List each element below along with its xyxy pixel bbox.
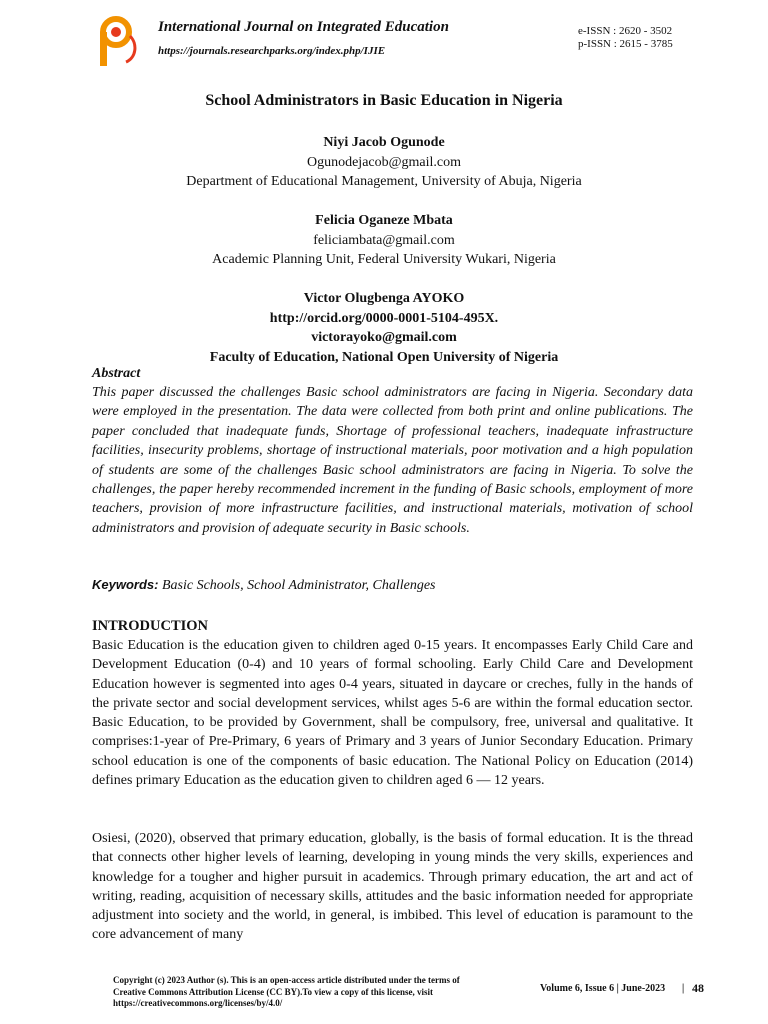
pissn: p-ISSN : 2615 - 3785 — [578, 38, 673, 50]
paper-title: School Administrators in Basic Education in Nigeria — [205, 92, 563, 109]
keywords — [92, 577, 435, 594]
author-email[interactable]: Ogunodejacob@gmail.com — [306, 154, 462, 170]
author-email[interactable]: feliciambata@gmail.com — [313, 232, 455, 248]
page-number: 48 — [692, 981, 704, 995]
issn-block — [578, 25, 673, 51]
footer-separator: | — [682, 983, 685, 994]
author-affiliation: Faculty of Education, National Open University of Nigeria — [209, 349, 559, 365]
author-2 — [0, 211, 768, 270]
section-heading-introduction: INTRODUCTION — [92, 618, 209, 634]
author-email[interactable]: victorayoko@gmail.com — [311, 330, 457, 345]
footer-issue: Volume 6, Issue 6 | June-2023 — [540, 983, 666, 994]
author-name: Niyi Jacob Ogunode — [323, 135, 445, 150]
author-affiliation: Department of Educational Management, University of Abuja, Nigeria — [186, 174, 582, 189]
eissn: e-ISSN : 2620 - 3502 — [578, 25, 673, 37]
journal-url[interactable]: https://journals.researchparks.org/index.php/IJIE — [158, 45, 386, 57]
author-name: Victor Olugbenga AYOKO — [303, 291, 465, 306]
abstract-heading: Abstract — [92, 366, 141, 381]
author-name: Felicia Oganeze Mbata — [315, 213, 453, 228]
journal-logo — [96, 14, 144, 70]
author-affiliation: Academic Planning Unit, Federal University Wukari, Nigeria — [212, 252, 556, 267]
footer-copyright: Copyright (c) 2023 Author (s). This is an open-access article distributed under the terms of Creative Commons Attribution License (CC BY).To view a copy of this license, visit https://creativecommons.org/licenses/by/4.0/ — [113, 975, 460, 1008]
body-paragraph: Osiesi, (2020), observed that primary education, globally, is the basis of formal education. It is the thread that connects other higher levels of learning, developing in young minds the very skills, experiences and knowledge for a tougher and higher pursuit in academics. Through primary education, the art and act of writing, reading, acquisition of necessary skills, attitudes and the basic information needed for appropriate adjustment into society and the world, in general, is imbibed. This level of education is paramount to the core advancement of many — [92, 831, 693, 943]
author-1 — [0, 133, 768, 192]
keywords-label: Keywords: — [92, 577, 159, 592]
keywords-text: Basic Schools, School Administrator, Challenges — [161, 578, 436, 593]
body-paragraph: Basic Education is the education given to children aged 0-15 years. It encompasses Early Child Care and Development Education (0-4) and 10 years of formal schooling. Early Child Care and Development Education however is segmented into ages 0-4 years, situated in daycare or creches, fully in the hands of the private sector and social development services, whilst ages 5-6 are within the formal education sector. Basic Education, to be provided by Government, shall be compulsory, free, universal and qualitative. It comprises:1-year of Pre-Primary, 6 years of Primary and 3 years of Junior Secondary Education. Primary school education is one of the components of basic education. The National Policy on Education (2014) defines primary Education as the education given to children aged 6 — 12 years. — [92, 638, 693, 789]
author-orcid[interactable]: http://orcid.org/0000-0001-5104-495X. — [269, 310, 499, 326]
author-3 — [0, 289, 768, 367]
journal-title: International Journal on Integrated Education — [158, 19, 449, 35]
abstract-text: This paper discussed the challenges Basic school administrators are facing in Nigeria. Secondary data were employed in the presentation. The data were collected from both print and online publications. The paper concluded that inadequate funds, Shortage of professional teachers, inadequate infrastructure facilities, insecurity problems, shortage of instructional materials, poor motivation and a high population of students are some of the challenges Basic school administrators are facing in Nigeria. To solve the challenges, the paper hereby recommended increment in the funding of Basic schools, employment of more teachers, provision of more infrastructure facilities, and instructional materials, motivation of school administrators and provision of adequate security in Basic schools. — [92, 385, 693, 536]
